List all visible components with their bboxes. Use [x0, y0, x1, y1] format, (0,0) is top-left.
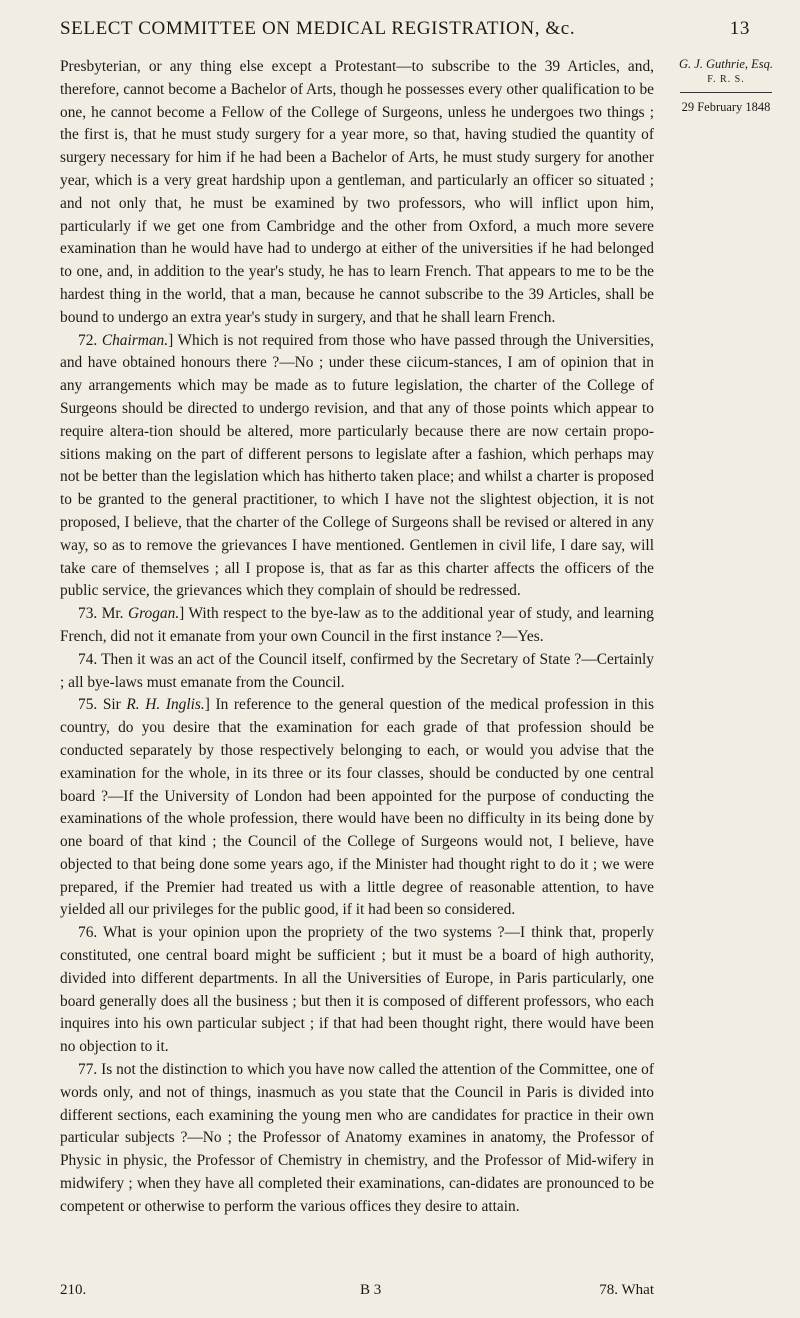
- speaker-name: Chairman.: [101, 331, 169, 349]
- paragraph-text: ] With respect to the bye-law as to the additional year of study, and learning French, did not it emanate from your own Council in the first instance ?—Yes.: [60, 605, 654, 645]
- paragraph: [60, 56, 654, 330]
- speaker-name: R. H. Inglis.: [126, 696, 205, 714]
- header-title: SELECT COMMITTEE ON MEDICAL REGISTRATION, &c.: [60, 18, 576, 39]
- paragraph: [60, 922, 654, 1059]
- paragraph-text: 74. Then it was an act of the Council itself, confirmed by the Secretary of State ?—Certainly ; all bye-laws must emanate from the Council.: [60, 650, 654, 691]
- witness-name: G. J. Guthrie, Esq.: [678, 57, 774, 71]
- paragraph: [60, 330, 654, 604]
- paragraph-text: ] In reference to the general question of the medical profession in this country, do you desire that the examination for each grade of that profession should be conducted separately by those respectively belonging to each, or would you advise that the examination for the whole, in its three or its four classes, should be conducted by one central board ?—If the University of London had been appointed for the purpose of conducting the examinations of the whole profession, there would have been no difficulty in its being done by one board of that kind ; the Council of the College of Surgeons would not, I believe, have objected to that being done some years ago, if the Minister had thought right to do it ; we were prepared, if the Premier had treated us with a little degree of reasonable attention, to have yielded all our privileges for the public good, if it had been so considered.: [60, 696, 654, 919]
- paragraph: [60, 1059, 654, 1219]
- paragraph-text: 73. Mr.: [78, 605, 128, 623]
- paragraph: [60, 649, 654, 695]
- margin-divider: [680, 92, 772, 93]
- margin-note: [656, 56, 796, 115]
- document-body: [60, 56, 654, 1219]
- paragraph-text: 77. Is not the distinction to which you have now called the attention of the Committee, one of words only, and not of things, inasmuch as you state that the Council in Paris is divided into different sections, each examining the young men who are candidates for practice in their own particular subjects ?—No ; the Professor of Anatomy examines in anatomy, the Professor of Physic in physic, the Professor of Chemistry in chemistry, and the Professor of Mid-wifery in midwifery ; when they have all completed their examinations, can-didates are pronounced to be competent or otherwise to perform the various offices they desire to attain.: [60, 1061, 654, 1215]
- footer-catchword: 78. What: [599, 1282, 654, 1298]
- paragraph-text: 72.: [78, 331, 102, 349]
- paragraph-text: 76. What is your opinion upon the propriety of the two systems ?—I think that, properly constituted, one central board might be sufficient ; but it must be a board of high authority, divided into different departments. In all the Universities of Europe, in Paris particularly, one board generally does all the business ; but then it is composed of different professors, who each inquires into his own particular subject ; if that had been thought right, there would have been no objection to it.: [60, 924, 654, 1056]
- paragraph-text: 75. Sir: [78, 696, 127, 714]
- paragraph: [60, 603, 654, 649]
- footer-sheet-number: 210.: [60, 1282, 87, 1298]
- testimony-date: 29 February 1848: [681, 100, 771, 114]
- footer-signature-mark: B 3: [360, 1282, 382, 1298]
- paragraph-text: Presbyterian, or any thing else except a Protestant—to subscribe to the 39 Articles, and, therefore, cannot become a Bachelor of Arts, though he possesses every other qualification to be one, he cannot become a Fellow of the College of Surgeons, unless he undergoes two things ; the first is, that he must study surgery for a year more, so that, having studied the quantity of surgery necessary for him if he had been a Bachelor of Arts, he must study surgery for another year, which is a very great hardship upon a gentleman, and particularly an officer so situated ; and not only that, he must be examined by two professors, who will inflict upon him, particularly if we get one from Cambridge and the other from Oxford, a much more severe examination than he would have had to undergo at either of the universities if he had belonged to one, and, in addition to the year's study, he has to learn French. That appears to me to be the hardest thing in the world, that a man, because he cannot subscribe to the 39 Articles, shall be bound to undergo an extra year's study in surgery, and that he shall learn French.: [60, 58, 654, 326]
- paragraph: [60, 694, 654, 922]
- speaker-name: Grogan.: [128, 605, 180, 623]
- paragraph-text: ] Which is not required from those who have passed through the Universities, and have obtained honours there ?—No ; under these ciicum-stances, I am of opinion that in any arrangements which may be made as to future legislation, the charter of the College of Surgeons should be directed to undergo revision, and that any of those points which appear to require altera-tion should be altered, more particularly because there are now certain propo-sitions making on the part of different persons to legislate after a fashion, which perhaps may not be better than the legislation which has hitherto taken place; and whilst a charter is proposed to be granted to the general practitioner, to which I have not the slightest objection, it is not proposed, I believe, that the charter of the College of Surgeons shall be revised or altered in any way, so as to remove the grievances I have mentioned. Gentlemen in civil life, I dare say, will take care of themselves ; all I propose is, that as far as this charter affects the officers of the public service, the grievances which they complain of should be redressed.: [60, 331, 654, 600]
- running-header: [60, 18, 750, 40]
- page-number: 13: [729, 18, 750, 39]
- witness-credential: F. R. S.: [707, 74, 745, 85]
